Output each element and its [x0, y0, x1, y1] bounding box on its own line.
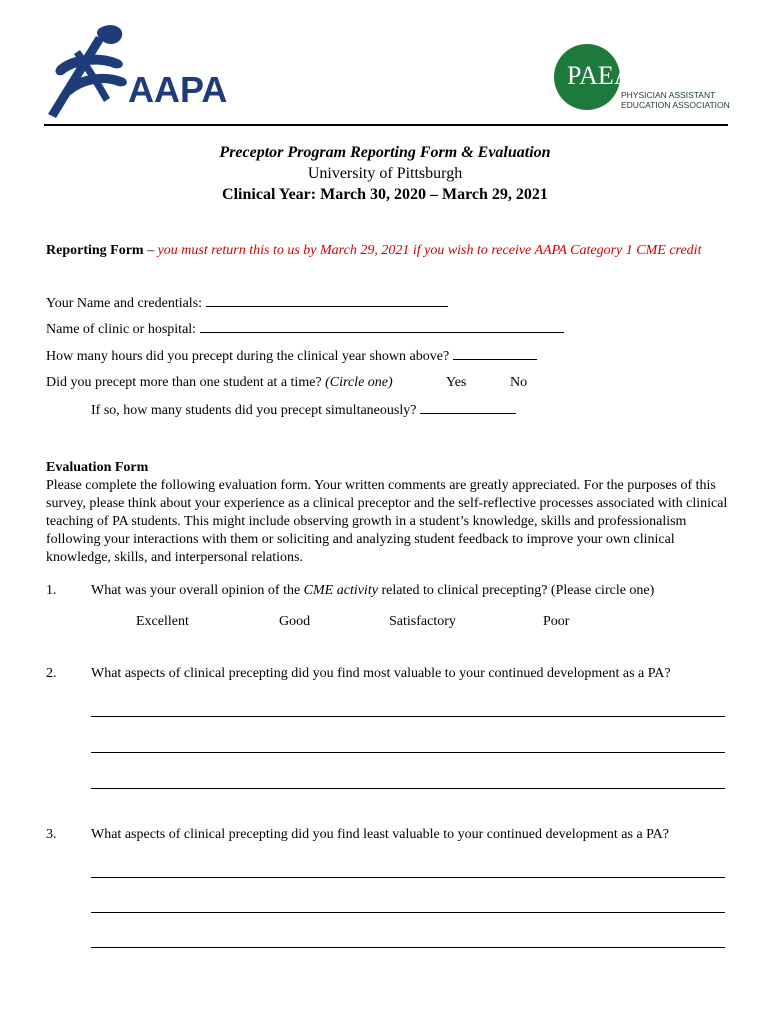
return-deadline-notice: you must return this to us by March 29, 2021 if you wish to receive AAPA Category 1 CME credit [157, 243, 702, 258]
notice-dash: – [143, 243, 158, 258]
paea-logo [553, 42, 733, 112]
question-2-answer-line[interactable] [91, 752, 725, 753]
question-1-cme-activity: CME activity [303, 583, 378, 598]
reporting-form-label: Reporting Form [46, 243, 144, 258]
simultaneous-field[interactable] [420, 401, 516, 414]
paea-logo-line2: EDUCATION ASSOCIATION [621, 100, 730, 110]
reporting-notice [46, 242, 736, 260]
no-option[interactable]: No [510, 375, 528, 390]
name-credentials-label: Your Name and credentials: [46, 296, 203, 311]
circle-one-hint: (Circle one) [325, 375, 393, 390]
paea-logo-line1: PHYSICIAN ASSISTANT [621, 90, 716, 100]
question-1-text [91, 583, 654, 599]
clinical-year: Clinical Year: March 30, 2020 – March 29, 2021 [222, 186, 548, 203]
question-1-number: 1. [46, 583, 57, 598]
option-good[interactable]: Good [279, 614, 311, 629]
question-3-text: What aspects of clinical precepting did you find least valuable to your continued development as a PA? [91, 827, 669, 842]
paea-logo-abbr: PAEA [567, 61, 633, 90]
multi-student-label: Did you precept more than one student at a time? [46, 375, 322, 390]
question-2-answer-line[interactable] [91, 716, 725, 717]
question-3-answer-line[interactable] [91, 912, 725, 913]
option-poor[interactable]: Poor [543, 614, 570, 629]
yes-option[interactable]: Yes [446, 375, 467, 390]
name-credentials-field[interactable] [206, 294, 448, 307]
evaluation-intro: Please complete the following evaluation form. Your written comments are greatly appreciated. For the purposes of this survey, please think about your experience as a clinical preceptor and the self-reflective processes associated with clinical teaching of PA students. This might include observing growth in a student’s knowledge, skills and professionalism following your interactions with them or soliciting and analyzing student feedback to improve your own clinical knowledge, skills, and interpersonal relations. [46, 478, 728, 565]
simultaneous-row [91, 401, 516, 419]
hours-field[interactable] [453, 347, 537, 360]
institution-name: University of Pittsburgh [307, 165, 463, 182]
question-2-text: What aspects of clinical precepting did you find most valuable to your continued development as a PA? [91, 666, 671, 681]
option-excellent[interactable]: Excellent [136, 614, 189, 629]
multi-student-row [46, 375, 393, 391]
clinic-field[interactable] [200, 320, 564, 333]
clinic-row [46, 320, 564, 338]
question-3-answer-line[interactable] [91, 877, 725, 878]
option-satisfactory[interactable]: Satisfactory [389, 614, 456, 629]
question-2-answer-line[interactable] [91, 788, 725, 789]
aapa-logo-text: AAPA [128, 69, 228, 110]
question-1-text-post: related to clinical precepting? (Please circle one) [377, 583, 655, 598]
clinic-label: Name of clinic or hospital: [46, 322, 197, 337]
aapa-logo [44, 22, 234, 118]
question-3-answer-line[interactable] [91, 947, 725, 948]
hours-label: How many hours did you precept during the clinical year shown above? [46, 349, 450, 364]
hours-row [46, 347, 537, 365]
evaluation-heading: Evaluation Form [46, 460, 149, 475]
form-title: Preceptor Program Reporting Form & Evaluation [219, 144, 551, 161]
question-2-number: 2. [46, 666, 57, 681]
question-1-text-pre: What was your overall opinion of the [91, 583, 304, 598]
question-3-number: 3. [46, 827, 57, 842]
name-credentials-row [46, 294, 448, 312]
header-divider [44, 124, 728, 126]
simultaneous-label: If so, how many students did you precept simultaneously? [91, 403, 417, 418]
